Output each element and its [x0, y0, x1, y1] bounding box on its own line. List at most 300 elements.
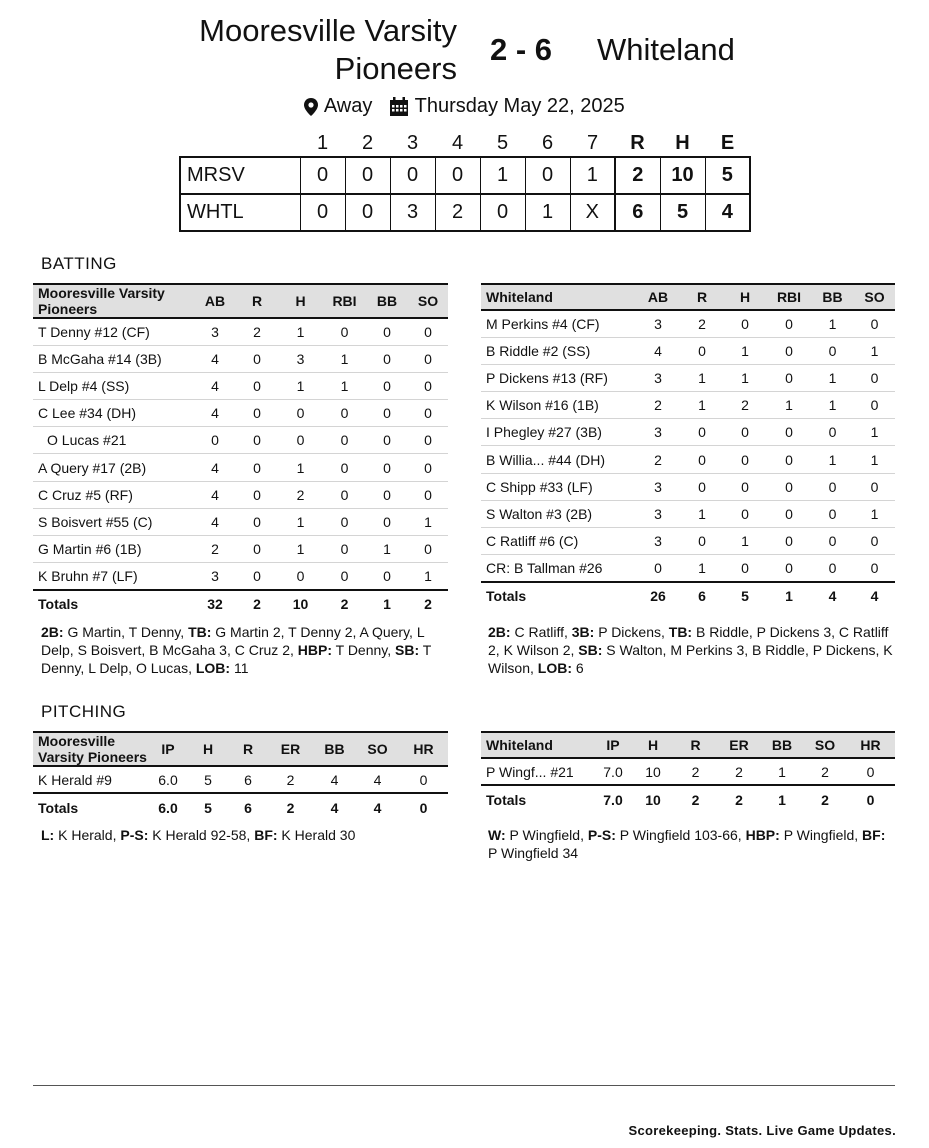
note-text: P Wingfield 103-66, [615, 827, 746, 843]
totals-value: 2 [408, 590, 448, 618]
stat-value: 0 [811, 337, 854, 364]
totals-value: 26 [635, 582, 681, 610]
inning-header: 4 [451, 132, 464, 154]
game-header [0, 10, 929, 90]
calendar-icon [389, 97, 409, 117]
stat-value: 0 [767, 473, 811, 500]
stat-value: 0 [323, 400, 366, 427]
totals-label: Totals [481, 582, 635, 610]
player-row [33, 372, 448, 399]
stat-value: 0 [681, 473, 723, 500]
stat-value: 0 [408, 400, 448, 427]
stat-value: 1 [408, 563, 448, 590]
totals-value: 2 [268, 793, 313, 821]
stat-value: 4 [635, 337, 681, 364]
inning-runs: 0 [480, 194, 525, 231]
stat-value: 3 [194, 563, 236, 590]
totals-value: 5 [723, 582, 767, 610]
stat-value: 5 [188, 766, 228, 793]
home-batting-notes [41, 623, 441, 677]
stat-value: 0 [854, 310, 895, 337]
stat-column-header: SO [356, 732, 399, 766]
player-name: L Delp #4 (SS) [33, 372, 194, 399]
player-name: C Lee #34 (DH) [33, 400, 194, 427]
player-name: T Denny #12 (CF) [33, 318, 194, 345]
stat-value: 3 [635, 500, 681, 527]
player-row [33, 481, 448, 508]
stat-value: 0 [366, 427, 408, 454]
stat-value: 0 [854, 473, 895, 500]
note-label: HBP: [297, 642, 332, 658]
player-name: P Wingf... #21 [481, 758, 593, 785]
total-hits: 5 [660, 194, 705, 231]
stat-column-header: RBI [323, 284, 366, 318]
away-pitching-table [481, 731, 895, 813]
location-pin-icon [304, 98, 318, 116]
player-name: B Willia... #44 (DH) [481, 446, 635, 473]
player-name: A Query #17 (2B) [33, 454, 194, 481]
stat-value: 0 [854, 364, 895, 391]
footer-tagline: Scorekeeping. Stats. Live Game Updates. [628, 1123, 896, 1138]
stat-value: 4 [194, 345, 236, 372]
stat-value: 1 [681, 500, 723, 527]
stat-value: 0 [236, 400, 278, 427]
inning-header: 2 [361, 132, 374, 154]
player-row [481, 310, 895, 337]
player-name: K Bruhn #7 (LF) [33, 563, 194, 590]
totals-value: 5 [188, 793, 228, 821]
home-pitching-table [33, 731, 448, 821]
home-team-name-line1: Mooresville Varsity [199, 13, 457, 48]
home-pitching-notes [41, 826, 441, 844]
inning-runs: 3 [390, 194, 435, 231]
stat-value: 1 [278, 508, 323, 535]
totals-row [33, 793, 448, 821]
stat-column-header: BB [811, 284, 854, 310]
stat-column-header: HR [399, 732, 448, 766]
stat-value: 3 [194, 318, 236, 345]
stat-value: 0 [767, 310, 811, 337]
line-score-team: WHTL [187, 201, 244, 223]
line-score-row [180, 194, 750, 231]
stat-value: 0 [236, 563, 278, 590]
stat-value: 0 [767, 337, 811, 364]
stat-column-header: R [681, 284, 723, 310]
team-column-header: Mooresville Varsity Pioneers [33, 732, 148, 766]
stat-value: 4 [194, 400, 236, 427]
inning-runs: 0 [300, 194, 345, 231]
player-name: P Dickens #13 (RF) [481, 364, 635, 391]
stat-value: 0 [767, 419, 811, 446]
note-text: S Walton, M Perkins 3, B Riddle, P Dickens, K Wilson, [488, 642, 893, 676]
stat-value: 1 [811, 392, 854, 419]
totals-value: 10 [633, 785, 673, 813]
stat-value: 0 [723, 473, 767, 500]
note-text: P Dickens, [594, 624, 669, 640]
stat-column-header: IP [148, 732, 188, 766]
inning-runs: 0 [345, 194, 390, 231]
stat-column-header: BB [760, 732, 804, 758]
player-row [481, 500, 895, 527]
inning-runs: X [570, 194, 615, 231]
stat-value: 0 [236, 454, 278, 481]
inning-runs: 0 [345, 157, 390, 194]
hits-header: H [675, 132, 690, 154]
stat-value: 0 [323, 481, 366, 508]
stat-value: 0 [323, 536, 366, 563]
stat-value: 0 [366, 481, 408, 508]
stat-value: 0 [236, 372, 278, 399]
stat-value: 0 [723, 419, 767, 446]
stat-value: 0 [323, 508, 366, 535]
line-score-row [180, 157, 750, 194]
stat-column-header: H [633, 732, 673, 758]
inning-header: 1 [316, 132, 329, 154]
totals-value: 0 [399, 793, 448, 821]
stat-value: 1 [811, 446, 854, 473]
stat-value: 10 [633, 758, 673, 785]
stat-value: 2 [723, 392, 767, 419]
stat-value: 0 [723, 555, 767, 582]
totals-row [33, 590, 448, 618]
stat-column-header: ER [268, 732, 313, 766]
note-label: SB: [578, 642, 603, 658]
note-label: 2B: [488, 624, 511, 640]
note-label: LOB: [537, 660, 573, 676]
note-text: 6 [572, 660, 584, 676]
stat-value: 2 [718, 758, 760, 785]
note-text: K Herald 30 [277, 827, 356, 843]
note-text: G Martin, T Denny, [63, 624, 189, 640]
stat-column-header: SO [408, 284, 448, 318]
player-row [33, 427, 448, 454]
stat-value: 4 [356, 766, 399, 793]
stat-value: 4 [194, 454, 236, 481]
stat-value: 1 [723, 528, 767, 555]
stat-column-header: IP [593, 732, 633, 758]
inning-runs: 0 [300, 157, 345, 194]
totals-value: 4 [313, 793, 356, 821]
note-label: L: [41, 827, 55, 843]
stat-column-header: HR [846, 732, 895, 758]
stat-value: 1 [760, 758, 804, 785]
stat-value: 0 [236, 536, 278, 563]
stat-value: 3 [635, 528, 681, 555]
stat-value: 1 [767, 392, 811, 419]
player-name: S Walton #3 (2B) [481, 500, 635, 527]
stat-value: 0 [408, 427, 448, 454]
player-name: S Boisvert #55 (C) [33, 508, 194, 535]
note-label: HBP: [745, 827, 780, 843]
player-name: B McGaha #14 (3B) [33, 345, 194, 372]
stat-value: 3 [635, 473, 681, 500]
errors-header: E [720, 132, 735, 154]
player-row [481, 392, 895, 419]
totals-value: 4 [356, 793, 399, 821]
player-row [33, 318, 448, 345]
stat-value: 0 [846, 758, 895, 785]
stat-value: 1 [681, 555, 723, 582]
player-row [33, 345, 448, 372]
note-text: K Herald, [54, 827, 121, 843]
stat-column-header: BB [366, 284, 408, 318]
player-name: CR: B Tallman #26 [481, 555, 635, 582]
final-score: 2 - 6 [490, 32, 553, 67]
note-text: T Denny, L Delp, O Lucas, [41, 642, 432, 676]
stat-column-header: BB [313, 732, 356, 766]
stat-value: 0 [408, 481, 448, 508]
home-team-name [199, 12, 457, 88]
totals-value: 1 [767, 582, 811, 610]
stat-value: 0 [278, 400, 323, 427]
stat-column-header: R [236, 284, 278, 318]
header-row [481, 284, 895, 310]
inning-runs: 0 [435, 157, 480, 194]
stat-value: 0 [681, 337, 723, 364]
note-label: BF: [862, 827, 886, 843]
stat-value: 1 [681, 364, 723, 391]
player-row [481, 419, 895, 446]
stat-value: 0 [854, 392, 895, 419]
stat-value: 0 [408, 345, 448, 372]
note-text: T Denny, [332, 642, 396, 658]
stat-value: 0 [366, 372, 408, 399]
total-errors: 4 [705, 194, 750, 231]
player-row [33, 400, 448, 427]
stat-value: 0 [366, 563, 408, 590]
stat-value: 0 [767, 528, 811, 555]
stat-column-header: SO [854, 284, 895, 310]
note-label: 3B: [571, 624, 595, 640]
player-row [33, 536, 448, 563]
totals-value: 6 [228, 793, 268, 821]
player-name: K Wilson #16 (1B) [481, 392, 635, 419]
total-hits: 10 [660, 157, 705, 194]
home-batting-table [33, 283, 448, 618]
player-name: C Ratliff #6 (C) [481, 528, 635, 555]
totals-label: Totals [33, 590, 194, 618]
player-row [33, 508, 448, 535]
footer-divider [33, 1085, 895, 1086]
stat-value: 3 [635, 310, 681, 337]
stat-column-header: H [723, 284, 767, 310]
inning-header: 7 [586, 132, 599, 154]
player-row [33, 563, 448, 590]
stat-value: 0 [723, 500, 767, 527]
stat-value: 2 [804, 758, 846, 785]
stat-value: 0 [323, 427, 366, 454]
player-row [481, 555, 895, 582]
stat-value: 1 [854, 500, 895, 527]
stat-value: 6.0 [148, 766, 188, 793]
stat-value: 0 [681, 419, 723, 446]
pitching-section-title: PITCHING [41, 702, 127, 721]
note-text: B Riddle, P Dickens 3, C Ratliff 2, K Wilson 2, [488, 624, 889, 658]
totals-label: Totals [33, 793, 148, 821]
stat-column-header: ER [718, 732, 760, 758]
stat-value: 0 [236, 427, 278, 454]
inning-runs: 1 [525, 194, 570, 231]
stat-value: 0 [323, 318, 366, 345]
stat-value: 0 [854, 528, 895, 555]
stat-value: 3 [635, 419, 681, 446]
note-text: P Wingfield, [779, 827, 863, 843]
inning-runs: 0 [525, 157, 570, 194]
stat-value: 0 [723, 446, 767, 473]
note-label: TB: [188, 624, 212, 640]
stat-value: 0 [767, 555, 811, 582]
totals-value: 4 [811, 582, 854, 610]
header-row [481, 732, 895, 758]
player-row [33, 454, 448, 481]
player-name: M Perkins #4 (CF) [481, 310, 635, 337]
totals-value: 1 [366, 590, 408, 618]
batting-section-title: BATTING [41, 254, 117, 273]
stat-value: 1 [854, 337, 895, 364]
stat-value: 2 [673, 758, 718, 785]
stat-value: 0 [811, 528, 854, 555]
game-meta [0, 95, 929, 118]
player-row [481, 473, 895, 500]
player-row [481, 337, 895, 364]
team-column-header: Mooresville Varsity Pioneers [33, 284, 194, 318]
totals-value: 32 [194, 590, 236, 618]
stat-column-header: R [228, 732, 268, 766]
totals-row [481, 582, 895, 610]
stat-value: 2 [278, 481, 323, 508]
stat-value: 0 [811, 500, 854, 527]
stat-value: 1 [723, 364, 767, 391]
stat-value: 1 [854, 419, 895, 446]
totals-value: 7.0 [593, 785, 633, 813]
stat-value: 2 [236, 318, 278, 345]
stat-value: 0 [811, 473, 854, 500]
totals-value: 6 [681, 582, 723, 610]
totals-row [481, 785, 895, 813]
stat-value: 0 [408, 372, 448, 399]
stat-value: 6 [228, 766, 268, 793]
stat-value: 0 [278, 563, 323, 590]
player-row [481, 758, 895, 785]
game-location: Away [323, 95, 373, 118]
player-row [481, 364, 895, 391]
stat-value: 2 [635, 392, 681, 419]
home-team-name-line2: Pioneers [334, 51, 457, 86]
player-row [33, 766, 448, 793]
header-row [33, 284, 448, 318]
totals-value: 0 [846, 785, 895, 813]
stat-value: 1 [854, 446, 895, 473]
inning-header: 3 [406, 132, 419, 154]
player-name: K Herald #9 [33, 766, 148, 793]
inning-header: 6 [541, 132, 554, 154]
inning-header: 5 [496, 132, 509, 154]
stat-value: 0 [723, 310, 767, 337]
stat-value: 4 [194, 372, 236, 399]
note-label: P-S: [587, 827, 616, 843]
totals-value: 1 [760, 785, 804, 813]
total-runs: 2 [615, 157, 660, 194]
stat-value: 0 [408, 536, 448, 563]
note-label: P-S: [120, 827, 149, 843]
inning-runs: 1 [480, 157, 525, 194]
stat-value: 0 [767, 500, 811, 527]
player-name: C Shipp #33 (LF) [481, 473, 635, 500]
stat-value: 0 [366, 345, 408, 372]
totals-value: 2 [323, 590, 366, 618]
player-row [481, 528, 895, 555]
stat-value: 1 [681, 392, 723, 419]
away-batting-notes [488, 623, 893, 677]
note-text: P Wingfield 34 [488, 845, 579, 861]
inning-runs: 1 [570, 157, 615, 194]
stat-value: 4 [194, 481, 236, 508]
stat-value: 0 [811, 419, 854, 446]
stat-column-header: SO [804, 732, 846, 758]
away-team-name: Whiteland [597, 32, 735, 67]
totals-value: 4 [854, 582, 895, 610]
stat-value: 0 [366, 508, 408, 535]
stat-column-header: R [673, 732, 718, 758]
stat-value: 0 [399, 766, 448, 793]
stat-value: 0 [366, 454, 408, 481]
inning-runs: 0 [390, 157, 435, 194]
stat-value: 1 [723, 337, 767, 364]
totals-value: 6.0 [148, 793, 188, 821]
note-label: 2B: [41, 624, 64, 640]
runs-header: R [630, 132, 645, 154]
stat-value: 1 [366, 536, 408, 563]
stat-value: 0 [323, 563, 366, 590]
header-row [33, 732, 448, 766]
total-runs: 6 [615, 194, 660, 231]
stat-value: 7.0 [593, 758, 633, 785]
totals-value: 2 [236, 590, 278, 618]
team-column-header: Whiteland [481, 284, 635, 310]
stat-value: 1 [408, 508, 448, 535]
stat-value: 1 [323, 372, 366, 399]
note-label: SB: [395, 642, 420, 658]
note-label: LOB: [195, 660, 231, 676]
line-score-team: MRSV [180, 157, 300, 194]
stat-value: 4 [313, 766, 356, 793]
stat-value: 1 [278, 318, 323, 345]
stat-value: 0 [767, 364, 811, 391]
stat-column-header: H [188, 732, 228, 766]
stat-value: 2 [268, 766, 313, 793]
note-text: P Wingfield, [505, 827, 588, 843]
total-errors: 5 [705, 157, 750, 194]
stat-value: 0 [854, 555, 895, 582]
note-text: G Martin 2, T Denny 2, A Query, L Delp, S Boisvert, B McGaha 3, C Cruz 2, [41, 624, 425, 658]
note-text: C Ratliff, [510, 624, 572, 640]
stat-value: 0 [236, 345, 278, 372]
away-batting-table [481, 283, 895, 610]
stat-column-header: H [278, 284, 323, 318]
totals-value: 2 [718, 785, 760, 813]
totals-value: 2 [804, 785, 846, 813]
stat-value: 0 [767, 446, 811, 473]
totals-label: Totals [481, 785, 593, 813]
stat-value: 0 [366, 318, 408, 345]
stat-value: 0 [236, 481, 278, 508]
note-label: TB: [668, 624, 693, 640]
stat-value: 0 [278, 427, 323, 454]
stat-value: 0 [635, 555, 681, 582]
stat-value: 3 [278, 345, 323, 372]
stat-value: 0 [811, 555, 854, 582]
stat-value: 0 [408, 318, 448, 345]
